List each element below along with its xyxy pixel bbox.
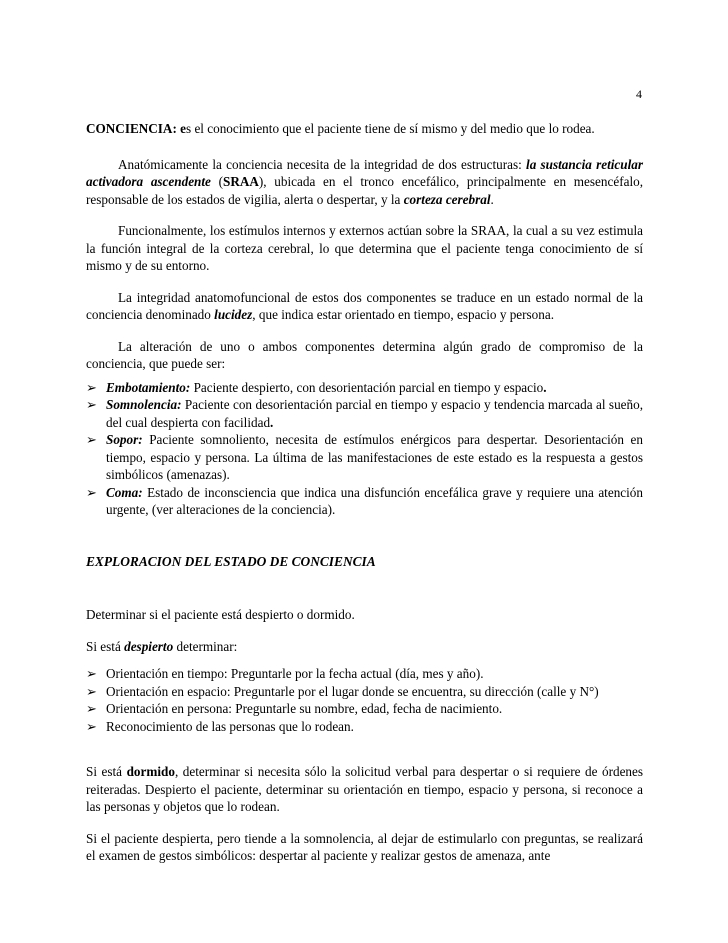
arrow-bullet-icon: ➢ <box>86 718 97 734</box>
state-desc: Paciente somnoliento, necesita de estímulos enérgicos para despertar. Desorientación en tiempo, espacio y persona. La última de las manifestaciones de este estado es la respuesta a gestos simbólicos (amenazas). <box>106 432 643 482</box>
list-item <box>86 718 643 736</box>
state-term: Sopor: <box>106 432 143 447</box>
state-term: Coma: <box>106 484 143 500</box>
anatomy-text-4: . <box>490 191 494 207</box>
awake-paragraph <box>86 638 643 656</box>
anatomy-text-2: ( <box>210 174 223 189</box>
arrow-bullet-icon: ➢ <box>86 484 97 500</box>
state-desc: Paciente con desorientación parcial en tiempo y espacio y tendencia marcada al sueño, del cual despierta con facilidad <box>106 397 643 430</box>
alteration-paragraph: La alteración de uno o ambos componentes determina algún grado de compromiso de la conciencia, que puede ser: <box>86 338 643 371</box>
definition-text: s el conocimiento que el paciente tiene de sí mismo y del medio que lo rodea. <box>186 121 595 136</box>
arrow-bullet-icon: ➢ <box>86 666 97 681</box>
lucidity-text-2: , que indica estar orientado en tiempo, espacio y persona. <box>252 307 555 322</box>
definition-first-letter: e <box>180 121 187 136</box>
state-end: . <box>543 379 547 395</box>
determine-paragraph: Determinar si el paciente está despierto o dormido. <box>86 607 355 622</box>
function-paragraph: Funcionalmente, los estímulos internos y externos actúan sobre la SRAA, la cual a su vez estimula la función integral de la corteza cerebral, lo que determina que el paciente tenga conocimiento de sí mismo y de su entorno. <box>86 223 643 273</box>
state-term: Embotamiento: <box>106 379 191 395</box>
orientation-text: Orientación en persona: Preguntarle su nombre, edad, fecha de nacimiento. <box>106 701 503 716</box>
arrow-bullet-icon: ➢ <box>86 432 97 447</box>
asleep-text-1: Si está <box>86 764 127 779</box>
list-item <box>86 665 643 683</box>
anatomy-term-cortex: corteza cerebral <box>403 191 491 207</box>
arrow-bullet-icon: ➢ <box>86 397 97 412</box>
list-item <box>86 683 643 701</box>
orientation-text: Orientación en espacio: Preguntarle por el lugar donde se encuentra, su dirección (calle y N°) <box>106 683 599 699</box>
consciousness-states-list <box>86 379 643 519</box>
state-desc: Estado de inconsciencia que indica una disfunción encefálica grave y requiere una atención urgente, (ver alteraciones de la conciencia). <box>106 484 643 517</box>
orientation-text: Reconocimiento de las personas que lo rodean. <box>106 718 354 734</box>
definition-paragraph <box>86 120 643 138</box>
list-item <box>86 484 643 519</box>
symbolic-gestures-paragraph: Si el paciente despierta, pero tiende a la somnolencia, al dejar de estimularlo con preguntas, se realizará el examen de gestos simbólicos: despertar al paciente y realizar gestos de amenaza, ante <box>86 830 643 863</box>
lucidity-text-1: La integridad anatomofuncional de estos dos componentes se traduce en un estado normal de la conciencia denominado <box>86 289 643 322</box>
awake-text-2: determinar: <box>173 638 238 654</box>
anatomy-term-sraa-full: la sustancia reticular activadora ascendente <box>86 156 644 189</box>
awake-term: despierto <box>124 638 174 654</box>
anatomy-text-3: ), ubicada en el tronco encefálico, principalmente en mesencéfalo, responsable de los estados de vigilia, alerta o despertar, y la <box>86 174 643 207</box>
orientation-list <box>86 665 643 735</box>
anatomy-paragraph <box>86 156 643 209</box>
definition-label: CONCIENCIA: <box>86 121 177 136</box>
asleep-term: dormido <box>126 764 175 779</box>
list-item <box>86 700 643 718</box>
state-desc: Paciente despierto, con desorientación parcial en tiempo y espacio <box>190 379 544 395</box>
anatomy-text-1: Anatómicamente la conciencia necesita de la integridad de dos estructuras: <box>118 156 527 172</box>
anatomy-term-sraa: SRAA <box>223 174 259 189</box>
arrow-bullet-icon: ➢ <box>86 683 97 699</box>
asleep-paragraph <box>86 763 643 816</box>
section-heading: EXPLORACION DEL ESTADO DE CONCIENCIA <box>86 553 376 569</box>
list-item <box>86 379 643 397</box>
asleep-text-2: , determinar si necesita sólo la solicitud verbal para despertar o si requiere de órdenes reiteradas. Despierto el paciente, determinar su orientación en tiempo, espacio y persona, si reconoce a las personas y objetos que lo rodean. <box>86 764 643 814</box>
document-body <box>86 120 643 865</box>
awake-text-1: Si está <box>86 638 125 654</box>
lucidity-paragraph <box>86 289 643 324</box>
state-term: Somnolencia: <box>106 397 182 412</box>
list-item <box>86 396 643 431</box>
arrow-bullet-icon: ➢ <box>86 701 97 716</box>
arrow-bullet-icon: ➢ <box>86 379 97 395</box>
lucidity-term: lucidez <box>214 307 253 322</box>
page-number: 4 <box>636 87 642 101</box>
list-item <box>86 431 643 484</box>
orientation-text: Orientación en tiempo: Preguntarle por la fecha actual (día, mes y año). <box>106 666 484 681</box>
state-end: . <box>270 414 274 430</box>
